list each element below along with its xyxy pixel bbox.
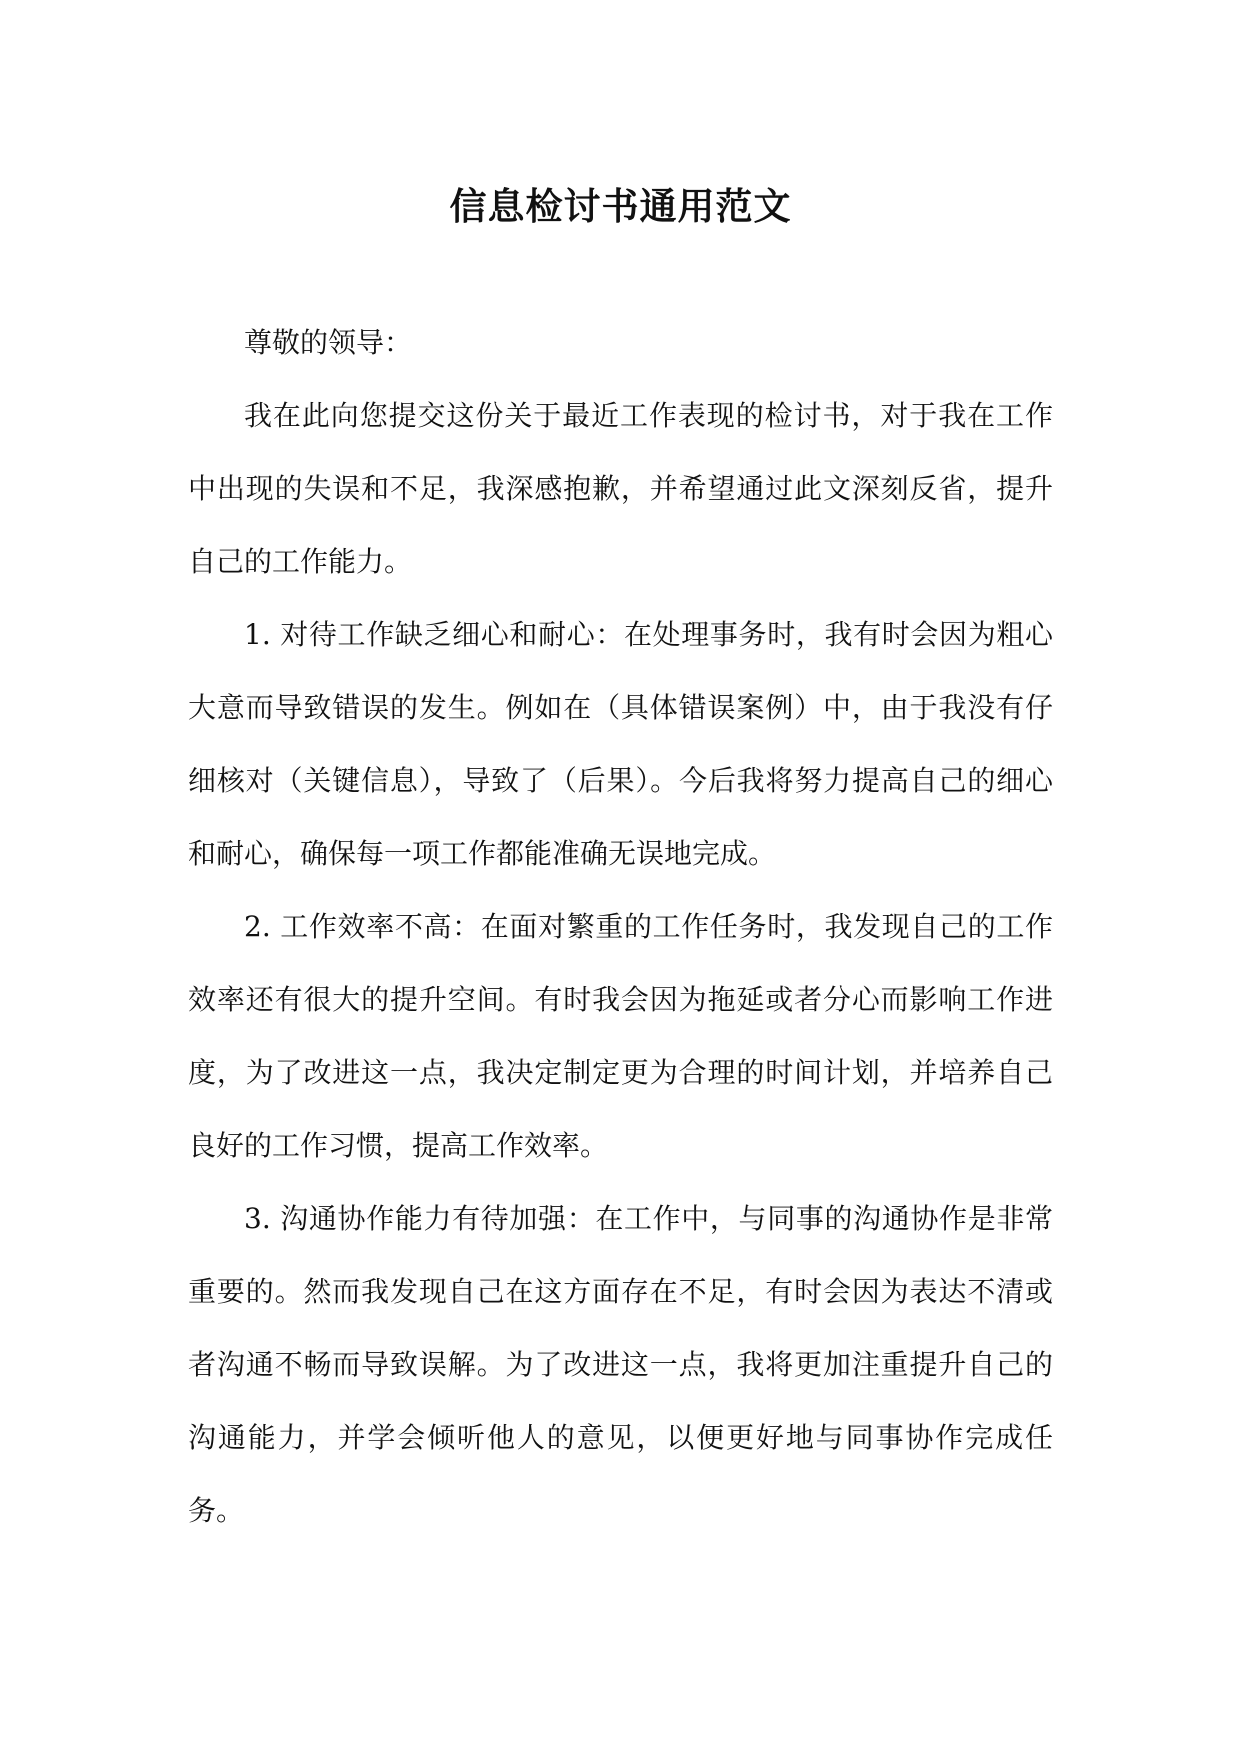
document-title: 信息检讨书通用范文 [449, 184, 792, 228]
paragraph-item-3: 3. 沟通协作能力有待加强：在工作中，与同事的沟通协作是非常重要的。然而我发现自己在这方面存在不足，有时会因为表达不清或者沟通不畅而导致误解。为了改进这一点，我将更加注重提升自己的沟通能力，并学会倾听他人的意见，以便更好地与同事协作完成任务。 [188, 1202, 1053, 1527]
paragraph-item-1: 1. 对待工作缺乏细心和耐心：在处理事务时，我有时会因为粗心大意而导致错误的发生。例如在（具体错误案例）中，由于我没有仔细核对（关键信息），导致了（后果）。今后我将努力提高自己的细心和耐心，确保每一项工作都能准确无误地完成。 [188, 618, 1053, 870]
paragraph-intro: 我在此向您提交这份关于最近工作表现的检讨书，对于我在工作中出现的失误和不足，我深感抱歉，并希望通过此文深刻反省，提升自己的工作能力。 [188, 399, 1053, 578]
paragraph-item-2: 2. 工作效率不高：在面对繁重的工作任务时，我发现自己的工作效率还有很大的提升空间。有时我会因为拖延或者分心而影响工作进度，为了改进这一点，我决定制定更为合理的时间计划，并培养自己良好的工作习惯，提高工作效率。 [188, 910, 1053, 1162]
salutation: 尊敬的领导： [244, 326, 413, 359]
document-body [188, 306, 1053, 1547]
